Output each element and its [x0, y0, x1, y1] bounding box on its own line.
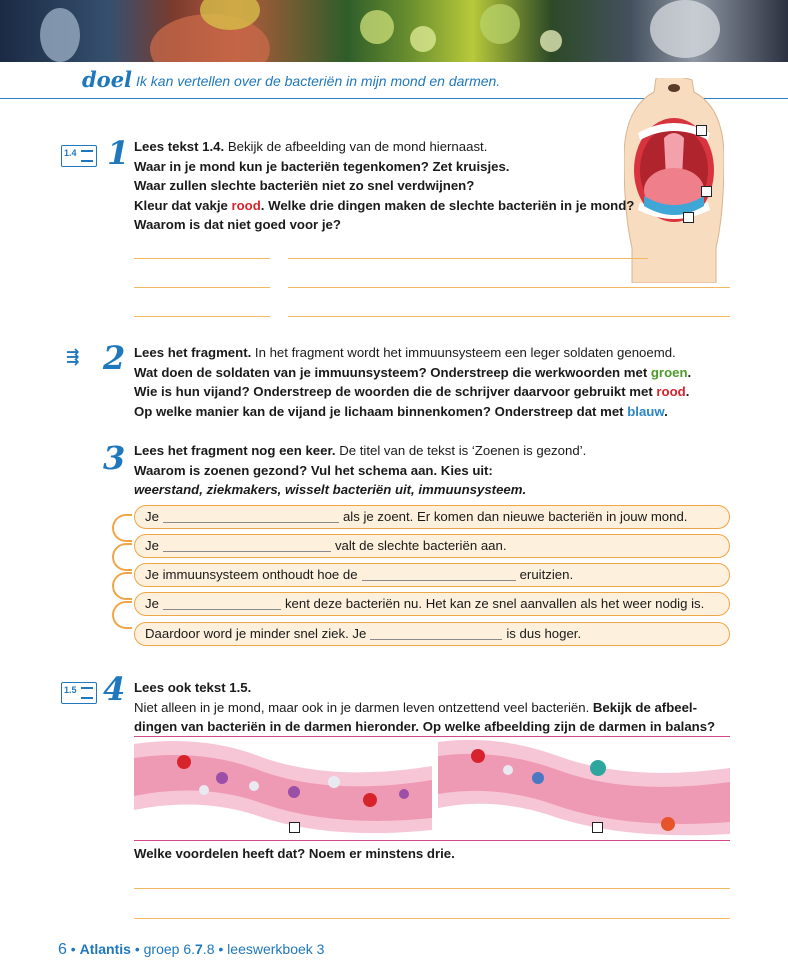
header-photo-banner: [0, 0, 788, 62]
q4-line-4: Welke voordelen heeft dat? Noem er minstens drie.: [134, 846, 455, 861]
flow-arrow: [112, 601, 132, 629]
question-2-text: [134, 343, 691, 421]
mouth-checkbox-tongue[interactable]: [701, 186, 712, 197]
mouth-checkbox-top[interactable]: [696, 125, 707, 136]
question-number: 3: [103, 439, 126, 477]
fill-in-blank[interactable]: [370, 626, 502, 640]
answer-line[interactable]: [288, 316, 730, 317]
q2-line-3c: .: [685, 384, 690, 399]
footer-bullet: •: [218, 941, 224, 957]
schema-row-start: Je: [145, 538, 159, 553]
q1-line-4c: . Welke drie dingen maken de slechte bacteriën in je mond?: [260, 197, 635, 213]
fill-in-blank[interactable]: [163, 509, 339, 523]
schema-row: [134, 563, 730, 587]
q1-line-5: Waarom is dat niet goed voor je?: [134, 217, 341, 232]
q2-line-4c: .: [664, 403, 668, 419]
question-number: 2: [103, 339, 126, 377]
book-title: Atlantis: [79, 941, 131, 957]
fragment-arrow-icon: ⇶: [66, 347, 80, 366]
question-number: 1: [107, 134, 130, 172]
grade-dot: .: [191, 941, 195, 957]
question-number: 4: [103, 670, 126, 708]
footer-bullet: •: [134, 941, 140, 957]
q2-line-1: In het fragment wordt het immuunsysteem een leger soldaten genoemd.: [251, 345, 676, 360]
schema-row: [134, 505, 730, 529]
text-reference-icon: [61, 145, 97, 167]
q2-line-2a: Wat doen de soldaten van je immuunsysteem? Onderstreep die werkwoorden met: [134, 364, 651, 380]
workbook-label: leeswerkboek 3: [227, 941, 325, 957]
schema-row-start: Je: [145, 596, 159, 611]
footer-bullet: •: [70, 941, 76, 957]
mouth-illustration: [624, 78, 724, 283]
schema-row-end: kent deze bacteriën nu. Het kan ze snel aanvallen als het weer nodig is.: [284, 596, 705, 611]
mouth-checkbox-bottom[interactable]: [683, 212, 694, 223]
fill-in-blank[interactable]: [163, 538, 331, 552]
image-bottom-rule: [134, 840, 730, 841]
schema-row-start: Je: [145, 509, 159, 524]
schema-row: [134, 534, 730, 558]
schema-row: [134, 592, 730, 616]
schema-row-end: als je zoent. Er komen dan nieuwe bacteriën in jouw mond.: [342, 509, 688, 524]
q1-line-1: Bekijk de afbeelding van de mond hiernaast.: [224, 139, 488, 154]
q4-line-2a: Niet alleen in je mond, maar ook in je darmen leven ontzettend veel bacteriën.: [134, 699, 593, 715]
q4-line-2b: Bekijk de afbeel-: [592, 699, 697, 715]
schema-row: [134, 622, 730, 646]
intestine-illustration-left: [134, 738, 432, 840]
q2-line-3a: Wie is hun vijand? Onderstreep de woorden die de schrijver daarvoor gebruikt met: [134, 384, 657, 399]
text-reference-number: 1.5: [64, 685, 77, 695]
text-reference-number: 1.4: [64, 148, 77, 158]
q3-word-choices: weerstand, ziekmakers, wisselt bacteriën uit, immuunsysteem.: [134, 482, 527, 497]
answer-line[interactable]: [134, 888, 730, 889]
q3-instruction: Lees het fragment nog een keer.: [134, 443, 336, 458]
q2-line-2c: .: [687, 364, 692, 380]
q3-line-2: Waarom is zoenen gezond? Vul het schema aan. Kies uit:: [134, 462, 493, 478]
answer-line[interactable]: [134, 316, 270, 317]
grade-7: 7: [195, 941, 203, 957]
schema-row-end: eruitzien.: [519, 567, 574, 582]
q2-instruction: Lees het fragment.: [134, 345, 252, 360]
answer-line[interactable]: [288, 287, 730, 288]
answer-line[interactable]: [134, 258, 270, 259]
text-reference-icon: [61, 682, 97, 704]
grade-dot: .: [202, 941, 207, 957]
q1-line-2: Waar in je mond kun je bacteriën tegenkomen? Zet kruisjes.: [134, 158, 510, 174]
q1-red-word: rood: [231, 197, 261, 213]
intestine-illustration-right: [438, 738, 730, 840]
page-number: 6: [58, 941, 67, 958]
schema-row-start: Daardoor word je minder snel ziek. Je: [145, 626, 367, 641]
answer-line[interactable]: [134, 287, 270, 288]
image-checkbox-right[interactable]: [592, 822, 603, 833]
answer-line[interactable]: [288, 258, 648, 259]
goal-label: doel: [82, 67, 133, 92]
q3-line-1: De titel van de tekst is ‘Zoenen is gezond’.: [335, 443, 587, 458]
schema-row-start: Je immuunsysteem onthoudt hoe de: [145, 567, 358, 582]
q1-line-4a: Kleur dat vakje: [134, 197, 232, 213]
answer-line[interactable]: [134, 918, 730, 919]
fill-in-blank[interactable]: [362, 567, 516, 581]
schema-row-end: valt de slechte bacteriën aan.: [334, 538, 507, 553]
flow-arrow: [112, 514, 132, 542]
q2-line-4a: Op welke manier kan de vijand je lichaam binnenkomen? Onderstreep dat met: [134, 403, 628, 419]
grade-label: groep 6: [143, 941, 192, 957]
goal-text: Ik kan vertellen over de bacteriën in mijn mond en darmen.: [136, 73, 501, 89]
flow-arrow: [112, 543, 132, 571]
q2-blue-word: blauw: [627, 403, 665, 419]
grade-8: 8: [206, 941, 215, 957]
flow-arrow: [112, 572, 132, 600]
question-3-text: [134, 441, 586, 500]
q2-red-word: rood: [656, 384, 686, 399]
q1-line-3: Waar zullen slechte bacteriën niet zo snel verdwijnen?: [134, 178, 475, 193]
fill-in-blank[interactable]: [163, 596, 281, 610]
question-4-text: [134, 678, 715, 737]
image-checkbox-left[interactable]: [289, 822, 300, 833]
q4-line-3: dingen van bacteriën in de darmen hieronder. Op welke afbeelding zijn de darmen in balans?: [134, 719, 716, 734]
q1-instruction: Lees tekst 1.4.: [134, 139, 225, 154]
page-footer: [58, 941, 324, 959]
question-1-text: [134, 137, 634, 235]
schema-row-end: is dus hoger.: [506, 626, 582, 641]
q4-instruction: Lees ook tekst 1.5.: [134, 680, 252, 695]
image-top-rule: [134, 736, 730, 737]
q2-green-word: groen: [650, 364, 688, 380]
